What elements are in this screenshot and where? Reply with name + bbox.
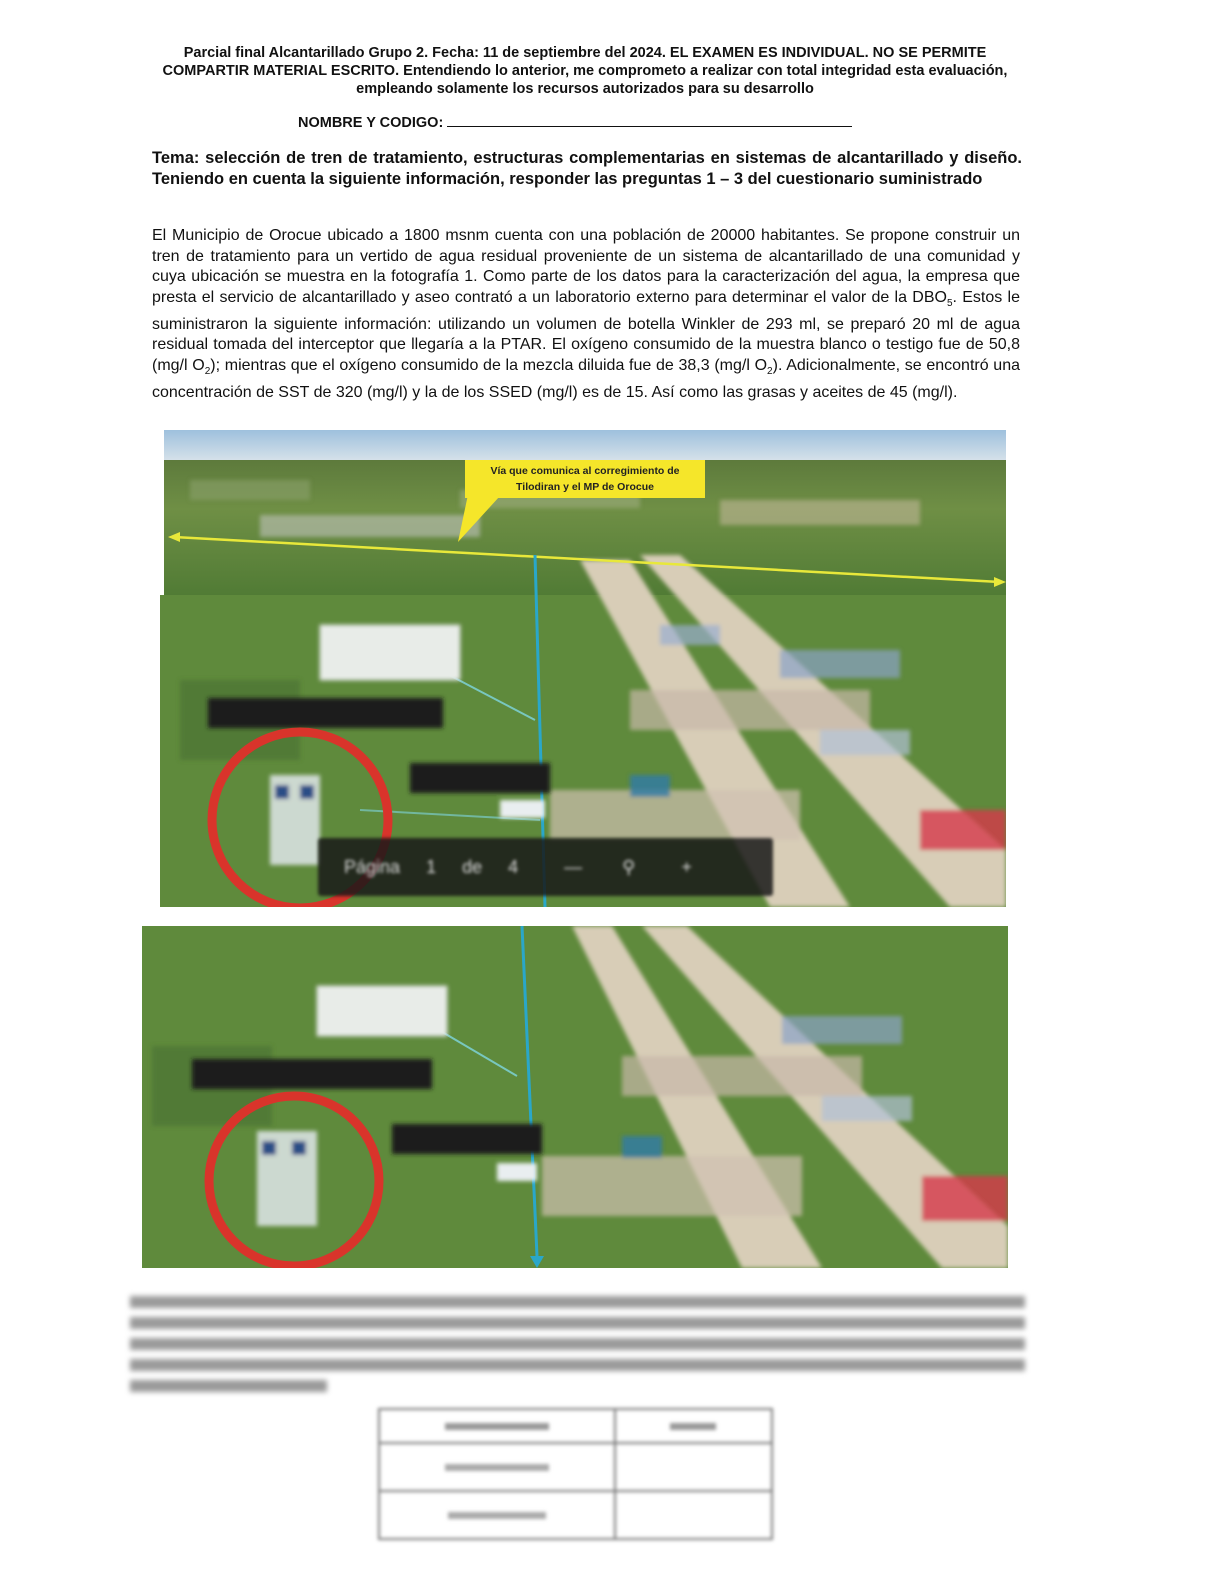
- aerial-photo-1-svg: [160, 430, 1006, 907]
- page-current[interactable]: 1: [426, 856, 437, 877]
- zoom-out-button[interactable]: —: [564, 856, 583, 877]
- table-row: [379, 1409, 772, 1443]
- zoom-magnifier-icon[interactable]: ⚲: [622, 856, 636, 877]
- page-label: Página: [344, 856, 401, 877]
- callout-text-line2: Tilodiran y el MP de Orocue: [516, 481, 654, 493]
- table-cell: [379, 1491, 615, 1539]
- topic-statement: Tema: selección de tren de tratamiento, estructuras complementarias en sistemas de alcantarillado y diseño. Teniendo en cuenta la siguiente información, responder las preguntas 1 – 3 del cuestionario suministrado: [152, 149, 1022, 188]
- subscript-5: 5: [946, 297, 953, 309]
- callout-text-line1: Vía que comunica al corregimiento de: [490, 465, 680, 477]
- pdf-viewer-toolbar: [318, 838, 773, 896]
- subscript-2b: 2: [767, 365, 773, 377]
- question-1-blurred: [130, 1290, 1025, 1401]
- aerial-photo-2: [142, 926, 1008, 1268]
- paragraph-text-1: El Municipio de Orocue ubicado a 1800 msnm cuenta con una población de 20000 habitantes. Se propone construir un tren de tratamiento para un vertido de agua residual proveniente de un sistema de alcantarillado de una comunidad y cuya ubicación se muestra en la fotografía 1. Como parte de los datos para la caracterización del agua, la empresa que presta el servicio de alcantarillado y aseo contrató a un laboratorio externo para determinar el valor de la DBO: [152, 227, 1020, 306]
- table-cell[interactable]: [615, 1443, 772, 1491]
- paragraph-text-3: ); mientras que el oxígeno consumido de la mezcla diluida fue de 38,3 (mg/l O: [210, 356, 768, 374]
- table-header-cell: [615, 1409, 772, 1443]
- name-code-blank-line: [447, 126, 852, 127]
- table-cell[interactable]: [615, 1491, 772, 1539]
- table-header-cell: [379, 1409, 615, 1443]
- zoom-in-button[interactable]: +: [681, 856, 692, 877]
- problem-paragraph: [152, 226, 1020, 403]
- name-code-label: NOMBRE Y CODIGO:: [298, 115, 444, 131]
- page-of: de: [462, 856, 483, 877]
- paragraph-text-2: . Estos le suministraron la siguiente información: utilizando un volumen de botella Winkler de 293 ml, se preparó 20 ml de agua residual tomada del interceptor que llegaría a la PTAR. El oxígeno consumido de la muestra blanco o testigo fue de 50,8 (mg/l O: [152, 288, 1020, 374]
- table-row: [379, 1491, 772, 1539]
- page-total: 4: [508, 856, 519, 877]
- name-code-field: [298, 115, 852, 131]
- subscript-2a: 2: [204, 365, 211, 377]
- aerial-photo-2-svg: [142, 926, 1008, 1268]
- table-row: [379, 1443, 772, 1491]
- aerial-photo-1: [160, 430, 1006, 907]
- exam-header: Parcial final Alcantarillado Grupo 2. Fecha: 11 de septiembre del 2024. EL EXAMEN ES INDIVIDUAL. NO SE PERMITE COMPARTIR MATERIAL ESCRITO. Entendiendo lo anterior, me comprometo a realizar con total integridad esta evaluación, empleando solamente los recursos autorizados para su desarrollo: [162, 45, 1008, 97]
- table-cell: [379, 1443, 615, 1491]
- paragraph-text-4: ). Adicionalmente, se encontró una concentración de SST de 320 (mg/l) y la de los SSED (mg/l) es de 15. Así como las grasas y aceites de 45 (mg/l).: [152, 356, 1021, 401]
- answer-table: [378, 1408, 773, 1540]
